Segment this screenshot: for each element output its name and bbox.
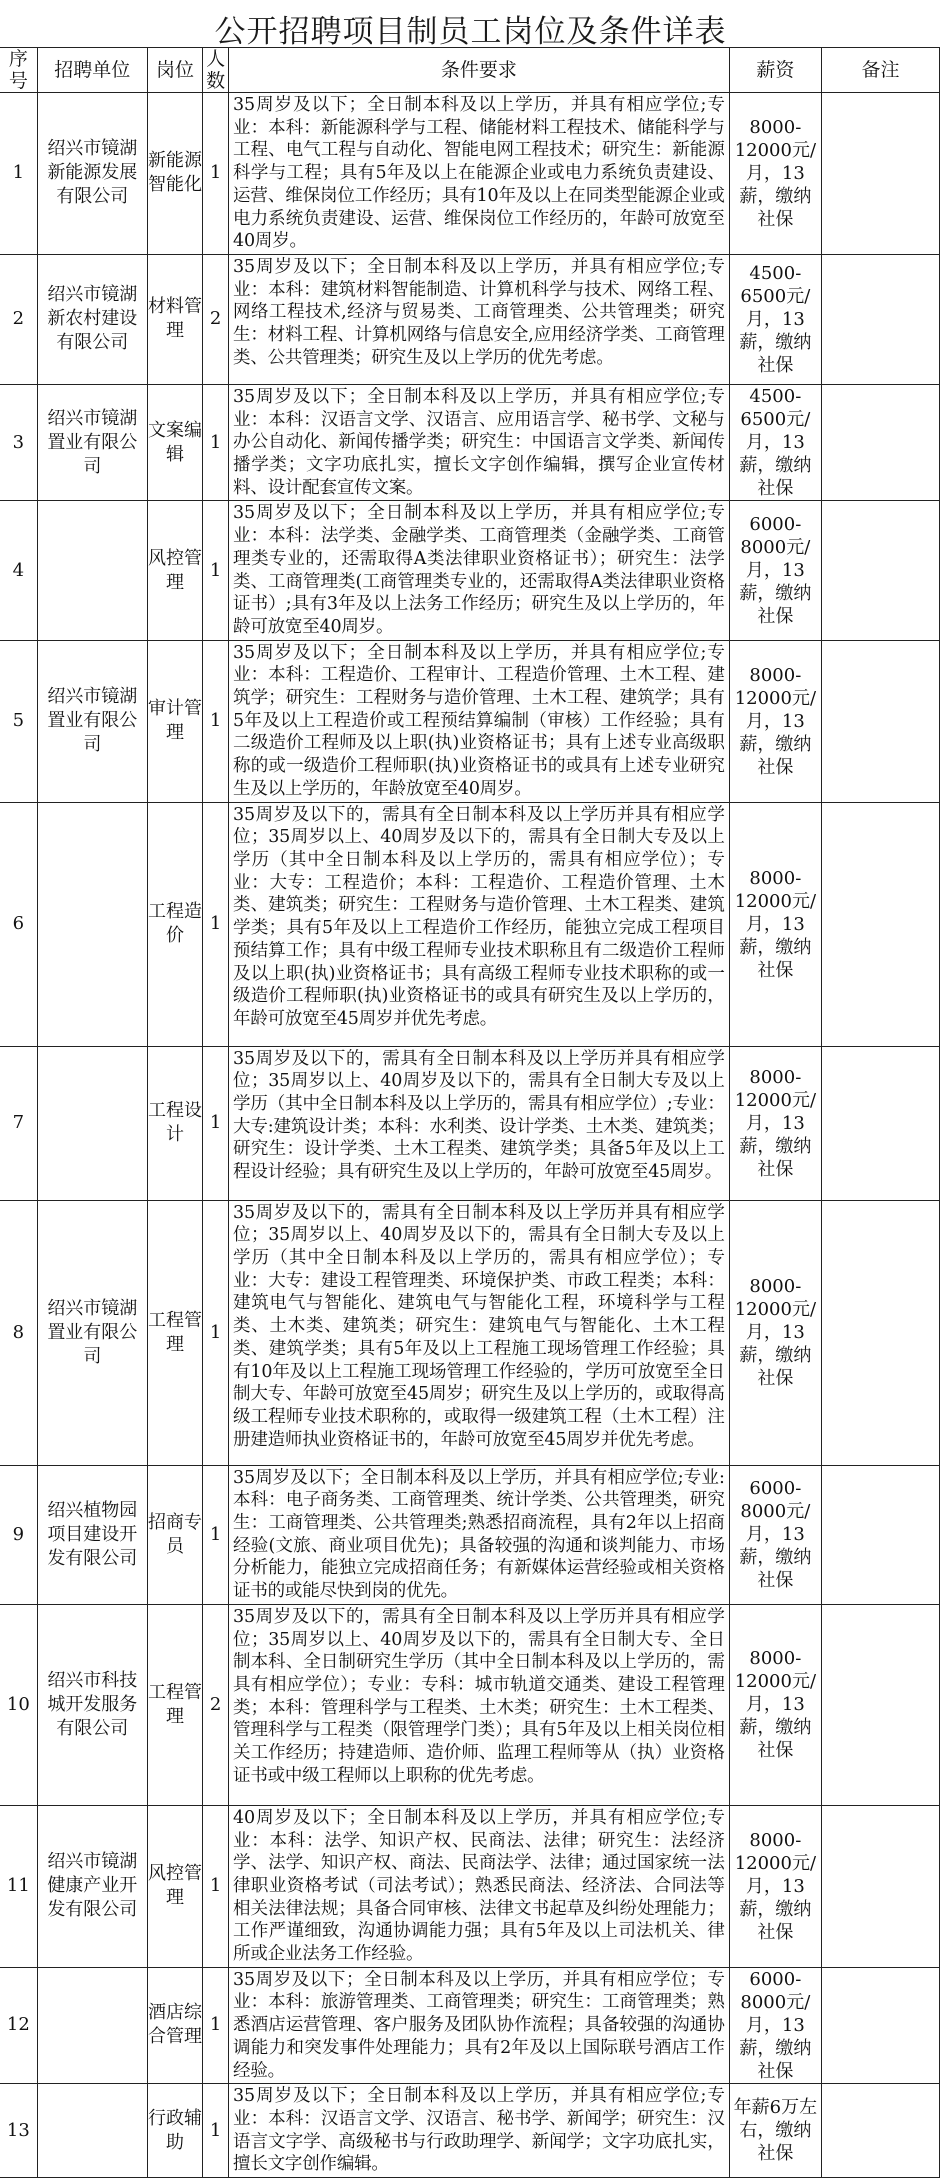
- row-requirements: 35周岁及以下的，需具有全日制本科及以上学历并具有相应学位；35周岁以上、40周岁及以下的，需具有全日制大专及以上学历（其中全日制本科及以上学历的，需具有相应学位）；专业：大专：建设工程管理类、环境保护类、市政工程类；本科：建筑电气与智能化、建筑电气与智能化工程，环境科学与工程类、土木类、建筑类；研究生：建筑电气与智能化、土木工程类、建筑学类；具有5年及以上工程施工现场管理工作经验；具有10年及以上工程施工现场管理工作经验的，学历可放宽至全日制大专、年龄可放宽至45周岁；研究生及以上学历的，或取得高级工程师专业技术职称的，或取得一级建筑工程（土木工程）注册建造师执业资格证书的，年龄可放宽至45周岁并优先考虑。: [229, 1200, 730, 1465]
- row-no: 8: [0, 1200, 37, 1465]
- row-post: 招商专员: [147, 1465, 202, 1604]
- row-count: 2: [203, 1604, 229, 1805]
- row-no: 5: [0, 640, 37, 802]
- row-post: 风控管理: [147, 1805, 202, 1967]
- row-salary: 8000-12000元/月，13薪，缴纳社保: [729, 1200, 821, 1465]
- table-row: [0, 1967, 940, 2084]
- row-salary: 6000-8000元/月，13薪，缴纳社保: [729, 1967, 821, 2084]
- row-count: 1: [203, 93, 229, 255]
- row-count: 1: [203, 1200, 229, 1465]
- row-count: 1: [203, 501, 229, 640]
- table-row: [0, 1200, 940, 1465]
- row-requirements: 35周岁及以下的，需具有全日制本科及以上学历并具有相应学位；35周岁以上、40周岁及以下的，需具有全日制大专及以上学历（其中全日制本科及以上学历的，需具有相应学位）；专业：大专：工程造价；本科：工程造价、工程造价管理、土木类、建筑类；研究生：工程财务与造价管理、土木工程类、建筑学类；具有5年及以上工程造价工作经历，能独立完成工程项目预结算工作；具有中级工程师专业技术职称且有二级造价工程师及以上职(执)业资格证书；具有高级工程师专业技术职称的或一级造价工程师职(执)业资格证书的或具有研究生及以上学历的，年龄可放宽至45周岁并优先考虑。: [229, 802, 730, 1046]
- row-extra: [822, 1805, 940, 1967]
- table-row: [0, 1805, 940, 1967]
- row-count: 2: [203, 254, 229, 384]
- row-unit: 绍兴市镜湖置业有限公司: [37, 384, 147, 501]
- row-requirements: 35周岁及以下；全日制本科及以上学历，并具有相应学位;专业：本科：汉语言文学、汉语言、应用语言学、秘书学、文秘与办公自动化、新闻传播学类；研究生：中国语言文学类、新闻传播学类；文字功底扎实，擅长文字创作编辑，撰写企业宣传材料、设计配套宣传文案。: [229, 384, 730, 501]
- row-requirements: 35周岁及以下；全日制本科及以上学历，并具有相应学位;专业：本科：工程造价、工程审计、工程造价管理、土木工程、建筑学；研究生：工程财务与造价管理、土木工程、建筑学；具有5年及以上工程造价或工程预结算编制（审核）工作经验；具有二级造价工程师及以上职(执)业资格证书；具有上述专业高级职称的或一级造价工程师职(执)业资格证书的或具有上述专业研究生及以上学历的，年龄放宽至40周岁。: [229, 640, 730, 802]
- row-unit: 绍兴市镜湖新农村建设有限公司: [37, 254, 147, 384]
- row-extra: [822, 384, 940, 501]
- row-salary: 年薪6万左右，缴纳社保: [729, 2084, 821, 2178]
- row-requirements: 35周岁及以下的，需具有全日制本科及以上学历并具有相应学位；35周岁以上、40周岁及以下的，需具有全日制大专及以上学历（其中全日制本科及以上学历的，需具有相应学位）;专业：大专:建筑设计类；本科：水利类、设计学类、土木类、建筑类；研究生：设计学类、土木工程类、建筑学类；具备5年及以上工程设计经验；具有研究生及以上学历的，年龄可放宽至45周岁。: [229, 1046, 730, 1200]
- row-post: 材料管理: [147, 254, 202, 384]
- row-no: 7: [0, 1046, 37, 1200]
- row-no: 13: [0, 2084, 37, 2178]
- row-salary: 8000-12000元/月，13薪，缴纳社保: [729, 1604, 821, 1805]
- row-salary: 8000-12000元/月，13薪，缴纳社保: [729, 1805, 821, 1967]
- table-row: [0, 1046, 940, 1200]
- row-extra: [822, 1967, 940, 2084]
- row-extra: [822, 1046, 940, 1200]
- row-count: 1: [203, 1465, 229, 1604]
- row-post: 行政辅助: [147, 2084, 202, 2178]
- header-unit: 招聘单位: [37, 48, 147, 93]
- row-post: 文案编辑: [147, 384, 202, 501]
- header-no: 序号: [0, 48, 37, 93]
- table-row: [0, 93, 940, 255]
- table-header-row: [0, 48, 940, 93]
- row-requirements: 35周岁及以下；全日制本科及以上学历，并具有相应学位;专业：本科：汉语言文学、汉语言、秘书学、新闻学；研究生：汉语言文字学、高级秘书与行政助理学、新闻学；文字功底扎实，擅长文字创作编辑。: [229, 2084, 730, 2178]
- row-post: 工程造价: [147, 802, 202, 1046]
- row-requirements: 40周岁及以下；全日制本科及以上学历，并具有相应学位;专业：本科：法学、知识产权、民商法、法律；研究生：法经济学、法学、知识产权、商法、民商法学、法律；通过国家统一法律职业资格考试（司法考试）；熟悉民商法、经济法、合同法等相关法律法规；具备合同审核、法律文书起草及纠纷处理能力；工作严谨细致，沟通协调能力强；具有5年及以上司法机关、律所或企业法务工作经验。: [229, 1805, 730, 1967]
- row-unit: 绍兴市镜湖置业有限公司: [37, 640, 147, 802]
- row-count: 1: [203, 1967, 229, 2084]
- row-unit: [37, 1046, 147, 1200]
- table-row: [0, 640, 940, 802]
- row-requirements: 35周岁及以下；全日制本科及以上学历，并具有相应学位;专业：本科：法学类、金融学类、工商管理类（金融学类、工商管理类专业的，还需取得A类法律职业资格证书）；研究生：法学类、工商管理类(工商管理类专业的，还需取得A类法律职业资格证书）;具有3年及以上法务工作经历；研究生及以上学历的，年龄可放宽至40周岁。: [229, 501, 730, 640]
- row-extra: [822, 501, 940, 640]
- row-no: 11: [0, 1805, 37, 1967]
- row-unit: 绍兴市镜湖置业有限公司: [37, 1200, 147, 1465]
- row-salary: 4500-6500元/月，13薪，缴纳社保: [729, 384, 821, 501]
- row-unit: 绍兴市镜湖健康产业开发有限公司: [37, 1805, 147, 1967]
- row-no: 12: [0, 1967, 37, 2084]
- table-row: [0, 1604, 940, 1805]
- row-no: 2: [0, 254, 37, 384]
- row-count: 1: [203, 802, 229, 1046]
- row-count: 1: [203, 1046, 229, 1200]
- row-count: 1: [203, 1805, 229, 1967]
- row-post: 新能源智能化: [147, 93, 202, 255]
- row-extra: [822, 802, 940, 1046]
- row-unit: [37, 501, 147, 640]
- row-unit: [37, 802, 147, 1046]
- table-row: [0, 802, 940, 1046]
- row-salary: 4500-6500元/月，13薪，缴纳社保: [729, 254, 821, 384]
- row-no: 1: [0, 93, 37, 255]
- row-requirements: 35周岁及以下；全日制本科及以上学历，并具有相应学位;专业：本科：新能源科学与工程、储能材料工程技术、储能科学与工程、电气工程与自动化、智能电网工程技术；研究生：新能源科学与工程；具有5年及以上在能源企业或电力系统负责建设、运营、维保岗位工作经历；具有10年及以上在同类型能源企业或电力系统负责建设、运营、维保岗位工作经历的，年龄可放宽至40周岁。: [229, 93, 730, 255]
- row-count: 1: [203, 2084, 229, 2178]
- row-extra: [822, 254, 940, 384]
- row-extra: [822, 1465, 940, 1604]
- row-extra: [822, 1200, 940, 1465]
- row-salary: 6000-8000元/月，13薪，缴纳社保: [729, 501, 821, 640]
- row-post: 工程管理: [147, 1604, 202, 1805]
- row-requirements: 35周岁及以下；全日制本科及以上学历，并具有相应学位；专业：本科：旅游管理类、工商管理类；研究生：工商管理类；熟悉酒店运营管理、客户服务及团队协作流程；具备较强的沟通协调能力和突发事件处理能力；具有2年及以上国际联号酒店工作经验。: [229, 1967, 730, 2084]
- row-requirements: 35周岁及以下；全日制本科及以上学历，并具有相应学位;专业：本科：建筑材料智能制造、计算机科学与技术、网络工程、网络工程技术,经济与贸易类、工商管理类、公共管理类；研究生：材料工程、计算机网络与信息安全,应用经济学类、工商管理类、公共管理类；研究生及以上学历的优先考虑。: [229, 254, 730, 384]
- row-no: 10: [0, 1604, 37, 1805]
- row-salary: 6000-8000元/月，13薪，缴纳社保: [729, 1465, 821, 1604]
- row-count: 1: [203, 640, 229, 802]
- header-post: 岗位: [147, 48, 202, 93]
- row-count: 1: [203, 384, 229, 501]
- row-post: 工程设计: [147, 1046, 202, 1200]
- table-row: [0, 384, 940, 501]
- row-no: 9: [0, 1465, 37, 1604]
- row-salary: 8000-12000元/月，13薪，缴纳社保: [729, 640, 821, 802]
- header-req: 条件要求: [229, 48, 730, 93]
- row-salary: 8000-12000元/月，13薪，缴纳社保: [729, 93, 821, 255]
- row-unit: [37, 1967, 147, 2084]
- header-salary: 薪资: [729, 48, 821, 93]
- recruitment-table: [0, 47, 940, 2178]
- table-row: [0, 254, 940, 384]
- header-extra: 备注: [822, 48, 940, 93]
- row-extra: [822, 640, 940, 802]
- row-post: 风控管理: [147, 501, 202, 640]
- row-requirements: 35周岁及以下的，需具有全日制本科及以上学历并具有相应学位；35周岁以上、40周岁及以下的，需具有全日制大专、全日制本科、全日制研究生学历（其中全日制本科及以上学历的，需具有相应学位）；专业：专科：城市轨道交通类、建设工程管理类；本科：管理科学与工程类、土木类；研究生：土木工程类、管理科学与工程类（限管理学门类）；具有5年及以上相关岗位相关工作经历；持建造师、造价师、监理工程师等从（执）业资格证书或中级工程师以上职称的优先考虑。: [229, 1604, 730, 1805]
- row-extra: [822, 1604, 940, 1805]
- row-salary: 8000-12000元/月，13薪，缴纳社保: [729, 802, 821, 1046]
- row-unit: 绍兴植物园项目建设开发有限公司: [37, 1465, 147, 1604]
- row-extra: [822, 93, 940, 255]
- page-title: 公开招聘项目制员工岗位及条件详表: [214, 14, 727, 50]
- row-unit: 绍兴市科技城开发服务有限公司: [37, 1604, 147, 1805]
- table-row: [0, 501, 940, 640]
- row-post: 审计管理: [147, 640, 202, 802]
- row-post: 工程管理: [147, 1200, 202, 1465]
- table-row: [0, 1465, 940, 1604]
- row-no: 3: [0, 384, 37, 501]
- row-salary: 8000-12000元/月，13薪，缴纳社保: [729, 1046, 821, 1200]
- row-no: 4: [0, 501, 37, 640]
- row-requirements: 35周岁及以下；全日制本科及以上学历，并具有相应学位;专业:本科：电子商务类、工商管理类、统计学类、公共管理类，研究生：工商管理类、公共管理类;熟悉招商流程，具有2年以上招商经验(文旅、商业项目优先)；具备较强的沟通和谈判能力、市场分析能力，能独立完成招商任务；有新媒体运营经验或相关资格证书的或能尽快到岗的优先。: [229, 1465, 730, 1604]
- header-count: 人数: [203, 48, 229, 93]
- row-post: 酒店综合管理: [147, 1967, 202, 2084]
- row-unit: 绍兴市镜湖新能源发展有限公司: [37, 93, 147, 255]
- row-no: 6: [0, 802, 37, 1046]
